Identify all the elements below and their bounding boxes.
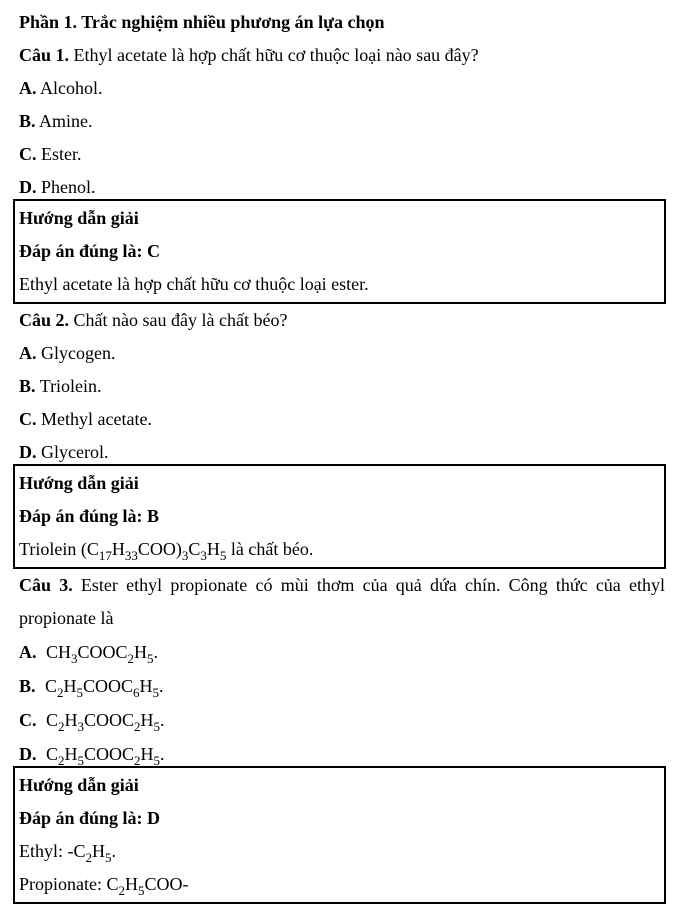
option-text: Triolein. bbox=[39, 376, 102, 396]
option-letter: A. bbox=[19, 78, 37, 98]
solution-header: Hướng dẫn giải bbox=[19, 473, 139, 493]
answer-option bbox=[19, 703, 665, 737]
option-text: Ester. bbox=[41, 144, 82, 164]
solution-answer-line: Đáp án đúng là: D bbox=[19, 808, 161, 828]
option-text: Alcohol. bbox=[40, 78, 103, 98]
option-text: Phenol. bbox=[41, 177, 96, 197]
option-text: $C_2H_5COOC_6H_5$. bbox=[45, 676, 164, 700]
question-text-line: propionate là bbox=[19, 608, 114, 628]
solution-box bbox=[13, 464, 666, 569]
option-letter: D. bbox=[19, 177, 37, 197]
option-text: $CH_3COOC_2H_5$. bbox=[46, 642, 159, 666]
question-text-line: Câu 3. Ester ethyl propionate có mùi thơm của quả dứa chín. Công thức của ethyl bbox=[19, 575, 665, 595]
section-title-text: Phần 1. Trắc nghiệm nhiều phương án lựa chọn bbox=[19, 12, 385, 32]
question-label: Câu 2. bbox=[19, 310, 70, 330]
option-letter: B. bbox=[19, 376, 36, 396]
option-letter: C. bbox=[19, 144, 37, 164]
option-letter: D. bbox=[19, 744, 37, 764]
option-text: $C_2H_3COOC_2H_5$. bbox=[46, 710, 165, 734]
option-text: Glycerol. bbox=[41, 442, 109, 462]
option-letter: B. bbox=[19, 111, 36, 131]
solution-answer-line: Đáp án đúng là: C bbox=[19, 241, 161, 261]
question-text: Ethyl acetate là hợp chất hữu cơ thuộc loại nào sau đây? bbox=[73, 45, 479, 65]
option-text: Glycogen. bbox=[41, 343, 116, 363]
solution-box bbox=[13, 766, 666, 904]
question-title-3 bbox=[19, 569, 665, 635]
option-letter: A. bbox=[19, 642, 37, 662]
answer-option bbox=[19, 403, 665, 436]
option-letter: B. bbox=[19, 676, 36, 696]
question-title-2 bbox=[19, 304, 665, 337]
solution-explanation-line: Ethyl: $-C_2H_5$. bbox=[19, 841, 116, 865]
solution-answer-line: Đáp án đúng là: B bbox=[19, 506, 160, 526]
answer-option bbox=[19, 370, 665, 403]
answer-option bbox=[19, 72, 665, 105]
option-text: Amine. bbox=[39, 111, 93, 131]
solution-explanation-line: Propionate: $C_2H_5COO-$ bbox=[19, 874, 189, 898]
section-title bbox=[19, 6, 665, 39]
option-letter: C. bbox=[19, 710, 37, 730]
answer-option bbox=[19, 337, 665, 370]
option-letter: C. bbox=[19, 409, 37, 429]
option-letter: D. bbox=[19, 442, 37, 462]
questions-container bbox=[19, 39, 665, 904]
question-text: Chất nào sau đây là chất béo? bbox=[73, 310, 288, 330]
option-text: Methyl acetate. bbox=[41, 409, 152, 429]
question-title-1 bbox=[19, 39, 665, 72]
solution-header: Hướng dẫn giải bbox=[19, 775, 139, 795]
solution-explanation-line: Triolein $(C_{17}H_{33}COO)_3C_3H_5$ là chất béo. bbox=[19, 539, 314, 563]
answer-option bbox=[19, 105, 665, 138]
question-label: Câu 1. bbox=[19, 45, 70, 65]
option-letter: A. bbox=[19, 343, 37, 363]
solution-box bbox=[13, 199, 666, 304]
question-label: Câu 3. bbox=[19, 575, 73, 595]
solution-header: Hướng dẫn giải bbox=[19, 208, 139, 228]
answer-option bbox=[19, 669, 665, 703]
answer-option bbox=[19, 635, 665, 669]
option-text: $C_2H_5COOC_2H_5$. bbox=[46, 744, 165, 768]
solution-explanation-line: Ethyl acetate là hợp chất hữu cơ thuộc loại ester. bbox=[19, 274, 369, 294]
answer-option bbox=[19, 138, 665, 171]
